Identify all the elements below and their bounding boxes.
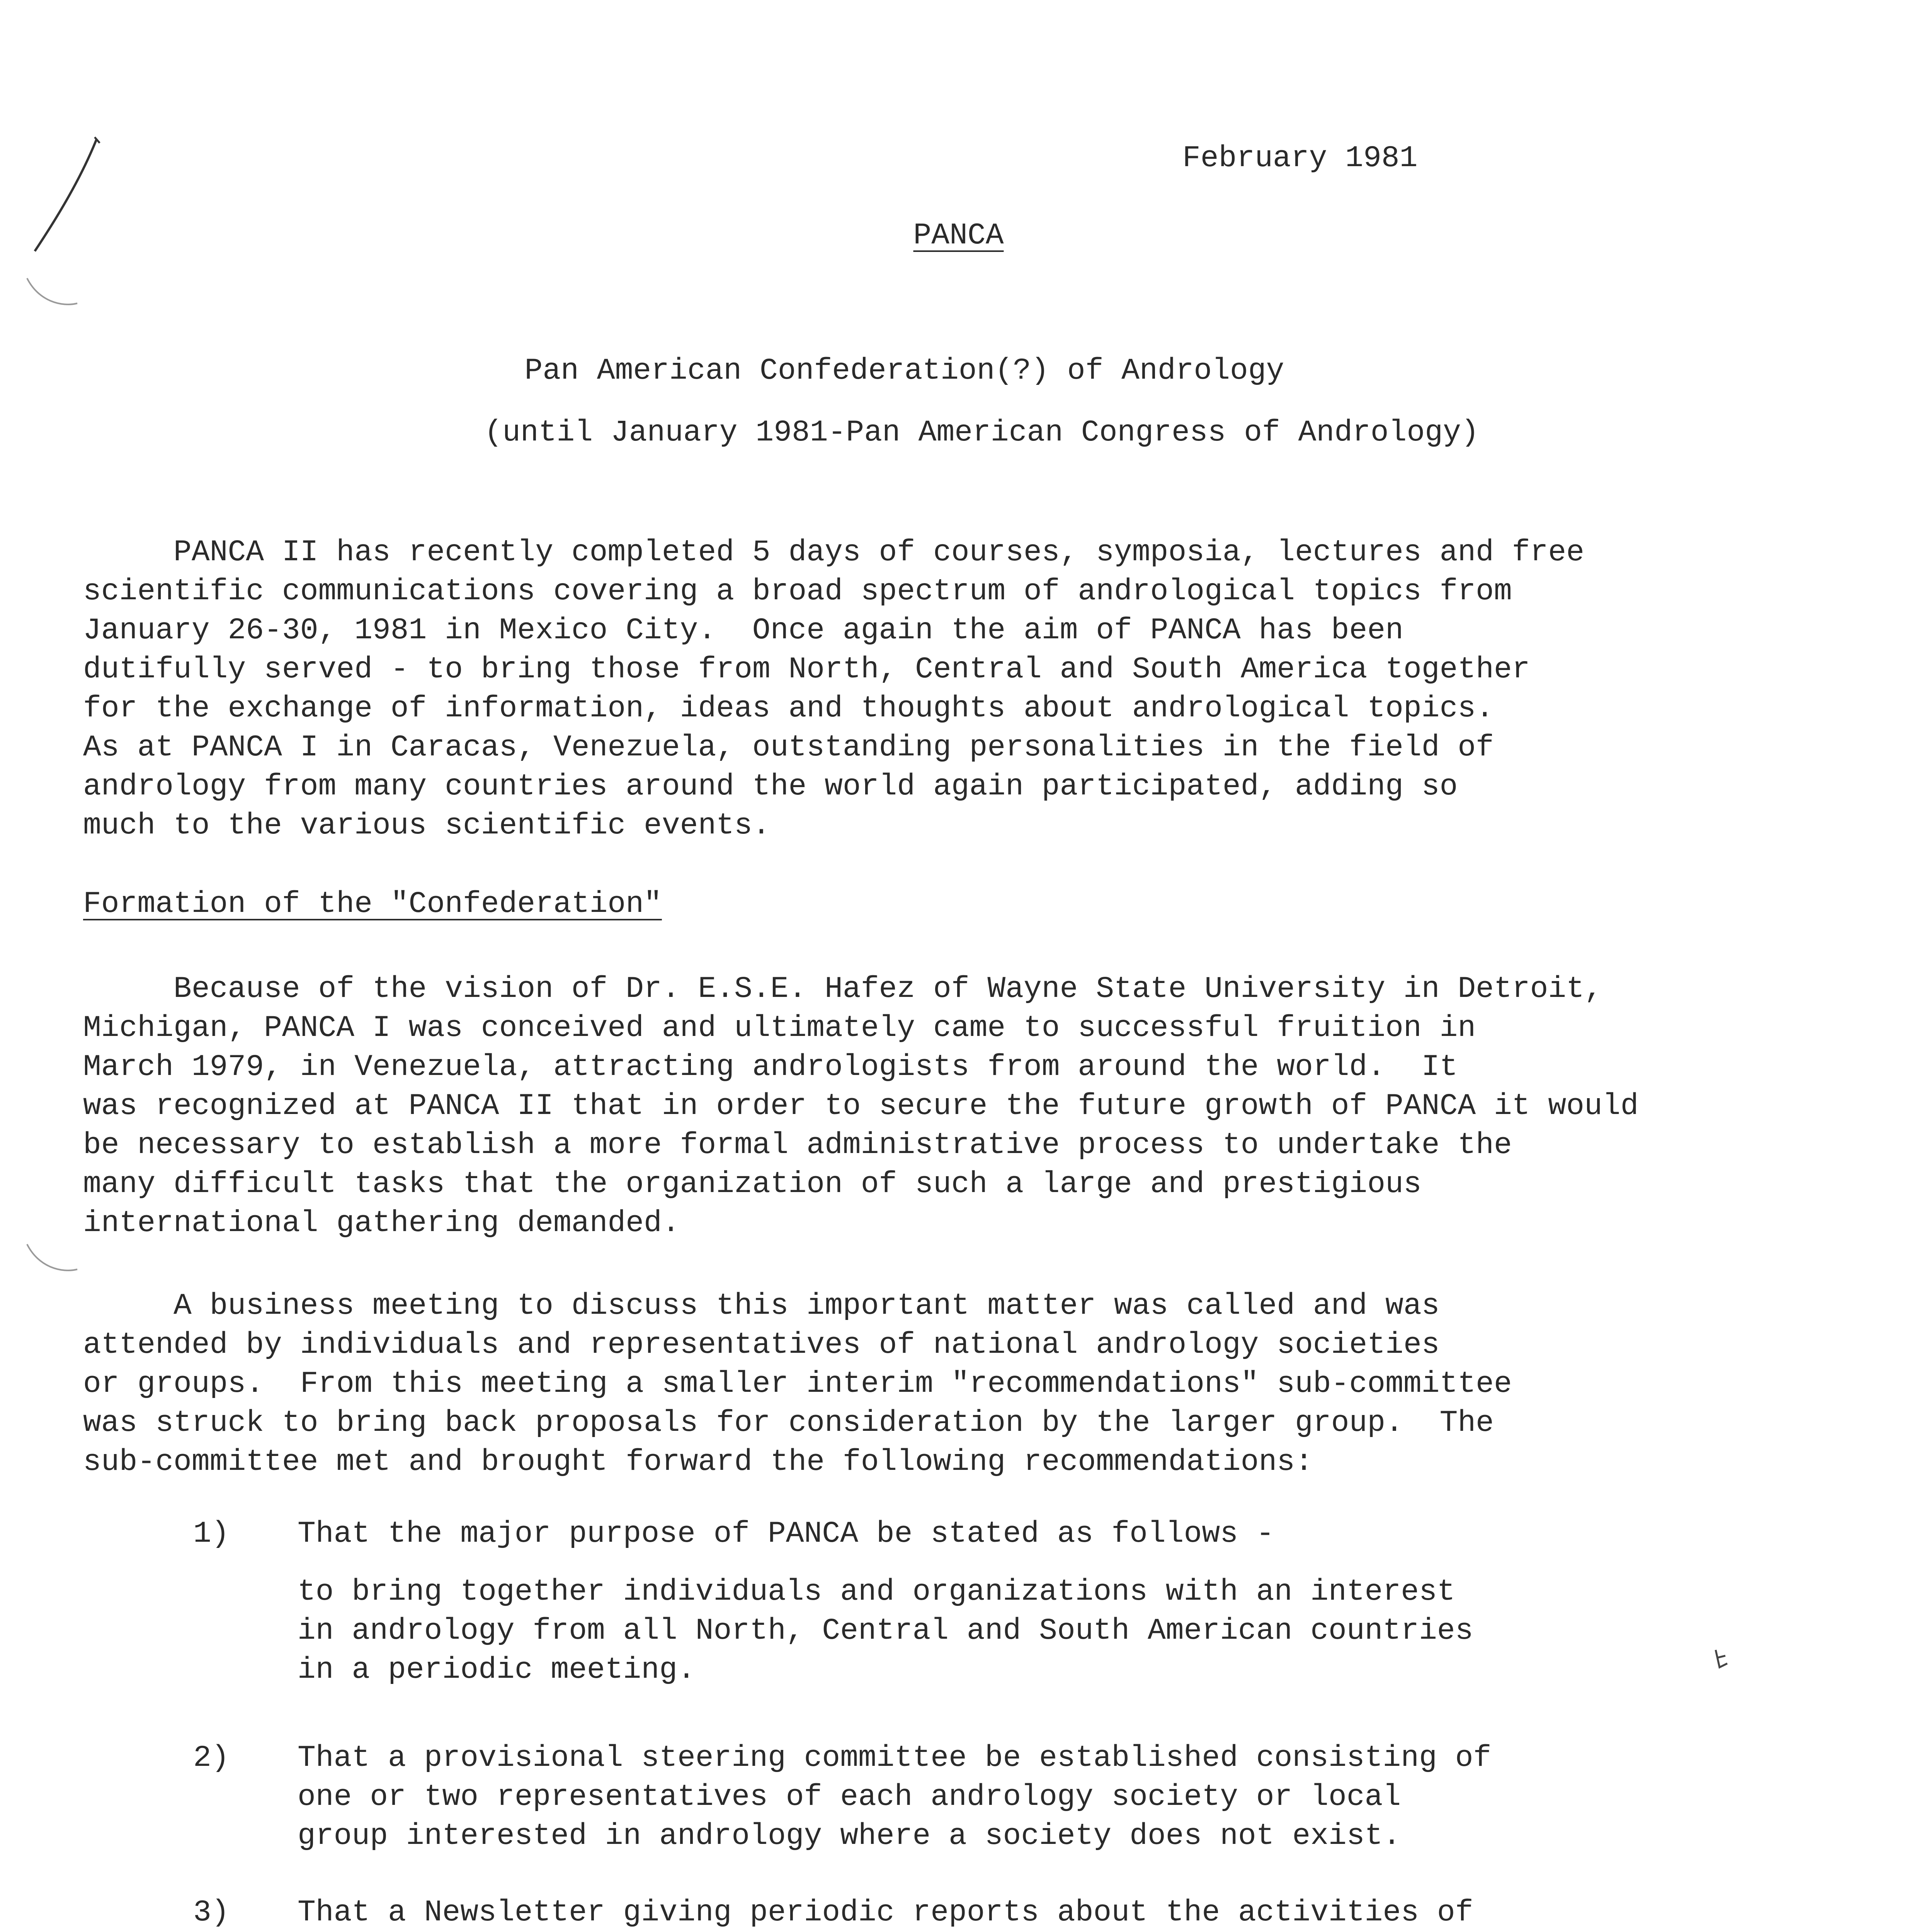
text-line: January 26-30, 1981 in Mexico City. Once again the aim of PANCA has been: [83, 614, 1403, 648]
punch-hole-arc-icon: [23, 1236, 81, 1279]
text-line: That a Newsletter giving periodic reports about the activities of: [298, 1896, 1473, 1930]
text-line: sub-committee met and brought forward the following recommendations:: [83, 1445, 1313, 1479]
punch-hole-arc-icon: [23, 270, 81, 313]
text-line: scientific communications covering a broad spectrum of andrological topics from: [83, 575, 1512, 609]
text-line: As at PANCA I in Caracas, Venezuela, outstanding personalities in the field of: [83, 731, 1494, 765]
item-number: 3): [193, 1896, 230, 1930]
text-line: for the exchange of information, ideas and thoughts about andrological topics.: [83, 692, 1494, 726]
text-line: be necessary to establish a more formal administrative process to undertake the: [83, 1128, 1512, 1162]
item-number: 1): [193, 1517, 230, 1551]
document-date: February 1981: [1182, 141, 1418, 175]
item-text: [298, 1893, 1672, 1932]
text-line: attended by individuals and representatives of national andrology societies: [83, 1328, 1440, 1362]
text-line: That the major purpose of PANCA be stated as follows -: [298, 1517, 1274, 1551]
text-line: Because of the vision of Dr. E.S.E. Hafez of Wayne State University in Detroit,: [83, 972, 1602, 1006]
text-line: or groups. From this meeting a smaller interim "recommendations" sub-committee: [83, 1367, 1512, 1401]
intro-paragraph: [83, 533, 1584, 845]
business-meeting-paragraph: [83, 1287, 1512, 1482]
formation-paragraph: [83, 970, 1638, 1243]
document-subtitle: Pan American Confederation(?) of Andrology: [524, 354, 1284, 388]
text-line: That a provisional steering committee be established consisting of: [298, 1741, 1492, 1775]
item-number: 2): [193, 1741, 230, 1775]
text-line: March 1979, in Venezuela, attracting andrologists from around the world. It: [83, 1050, 1458, 1084]
text-line: many difficult tasks that the organization of such a large and prestigious: [83, 1167, 1422, 1201]
item-text: [298, 1739, 1491, 1856]
pen-tick-mark: [1708, 1646, 1731, 1677]
text-line: one or two representatives of each andrology society or local: [298, 1780, 1401, 1814]
document-title: PANCA: [913, 219, 1004, 253]
item-subtext: [298, 1573, 1473, 1690]
text-line: PANCA II has recently completed 5 days of courses, symposia, lectures and free: [83, 536, 1585, 570]
text-line: to bring together individuals and organizations with an interest: [298, 1575, 1455, 1609]
document-subtitle-note: (until January 1981-Pan American Congress of Andrology): [484, 416, 1479, 450]
text-line: was struck to bring back proposals for consideration by the larger group. The: [83, 1406, 1494, 1440]
text-line: international gathering demanded.: [83, 1206, 680, 1240]
text-line: Michigan, PANCA I was conceived and ultimately came to successful fruition in: [83, 1011, 1476, 1045]
text-line: in a periodic meeting.: [298, 1653, 696, 1687]
text-line: A business meeting to discuss this important matter was called and was: [83, 1289, 1440, 1323]
text-line: much to the various scientific events.: [83, 809, 771, 843]
text-line: was recognized at PANCA II that in order to secure the future growth of PANCA it would: [83, 1089, 1639, 1123]
text-line: group interested in andrology where a society does not exist.: [298, 1819, 1401, 1853]
section-heading: Formation of the "Confederation": [83, 887, 662, 921]
text-line: andrology from many countries around the world again participated, adding so: [83, 770, 1458, 804]
text-line: dutifully served - to bring those from North, Central and South America together: [83, 653, 1530, 687]
item-text: [298, 1515, 1274, 1554]
text-line: in andrology from all North, Central and South American countries: [298, 1614, 1473, 1648]
